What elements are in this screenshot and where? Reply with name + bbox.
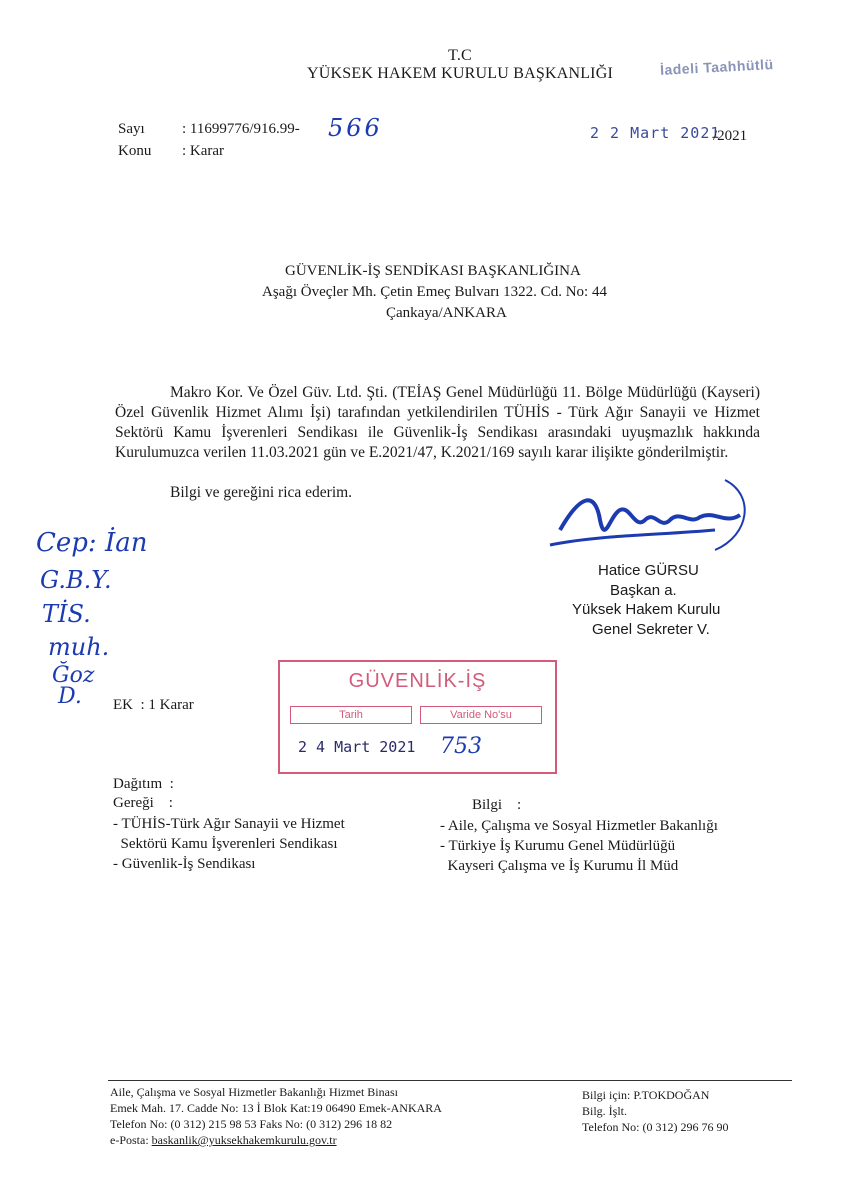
footer-rule (108, 1080, 792, 1081)
gereği-item-1: - TÜHİS-Türk Ağır Sanayii ve Hizmet (113, 816, 345, 832)
gereği-item-3: - Güvenlik-İş Sendikası (113, 856, 256, 872)
footer-contact3: Telefon No: (0 312) 296 76 90 (582, 1120, 729, 1134)
sayi-handwritten: 566 (328, 114, 383, 142)
body-paragraph: Makro Kor. Ve Özel Güv. Ltd. Şti. (TEİAŞ Genel Müdürlüğü 11. Bölge Müdürlüğü (Kayseri) Özel Güvenlik Hizmet Alımı İşi) tarafından yetkilendirilen TÜHİS - Türk Ağır Sanayii ve Hizmet Sektörü Kamu İşverenleri Sendikası ile Güvenlik-İş Sendikası arasındaki uyuşmazlık hakkında Kurulumuzca verilen 11.03.2021 gün ve E.2021/47, K.2021/169 sayılı karar ilişikte gönderilmiştir. (115, 384, 760, 461)
body-closing: Bilgi ve gereğini rica ederim. (170, 484, 353, 501)
received-stamp-number: 753 (440, 734, 482, 759)
footer-phone: Telefon No: (0 312) 215 98 53 Faks No: (0 312) 296 18 82 (110, 1117, 393, 1131)
header-tc: T.C (448, 47, 472, 64)
recipient-line1: GÜVENLİK-İŞ SENDİKASI BAŞKANLIĞINA (285, 263, 581, 279)
konu-label: Konu (118, 143, 152, 159)
handwritten-note-line2: G.B.Y. (40, 566, 112, 594)
distribution-gereği-label: Gereği : (113, 795, 173, 811)
recipient-line2: Aşağı Öveçler Mh. Çetin Emeç Bulvarı 1322. Cd. No: 44 (262, 284, 607, 300)
handwritten-note-line5: Ğoz (52, 663, 95, 688)
institution-title: YÜKSEK HAKEM KURULU BAŞKANLIĞI (307, 65, 613, 82)
signature-scribble (540, 475, 770, 565)
footer-address1: Aile, Çalışma ve Sosyal Hizmetler Bakanlığı Hizmet Binası (110, 1085, 398, 1099)
gereği-item-2: Sektörü Kamu İşverenleri Sendikası (113, 836, 338, 852)
received-stamp (278, 660, 557, 774)
handwritten-note-line1: Cep: İan (36, 528, 148, 558)
date-stamp: 2 2 Mart 2021 (590, 124, 721, 142)
sayi-value: : 11699776/916.99- (182, 121, 300, 137)
footer-email-link[interactable]: baskanlik@yuksekhakemkurulu.gov.tr (151, 1133, 337, 1147)
attachment-line: EK : 1 Karar (113, 697, 194, 713)
distribution-title: Dağıtım : (113, 776, 174, 792)
footer-address2: Emek Mah. 17. Cadde No: 13 İ Blok Kat:19 06490 Emek-ANKARA (110, 1101, 442, 1115)
distribution-bilgi-label: Bilgi : (472, 797, 522, 813)
footer-email-label: e-Posta: (110, 1133, 152, 1147)
footer-email-line (110, 1133, 337, 1148)
sayi-label: Sayı (118, 121, 145, 137)
footer-contact1: Bilgi için: P.TOKDOĞAN (582, 1088, 710, 1102)
konu-value: : Karar (182, 143, 225, 159)
date-suffix: /2021 (713, 128, 748, 144)
bilgi-item-3: Kayseri Çalışma ve İş Kurumu İl Müd (440, 858, 679, 874)
handwritten-note-line3: TİS. (42, 600, 91, 628)
received-stamp-number-header: Varide No'su (420, 706, 542, 724)
handwritten-note-line6: D. (58, 684, 82, 709)
recipient-line3: Çankaya/ANKARA (386, 305, 507, 321)
received-stamp-title: GÜVENLİK-İŞ (348, 670, 487, 692)
signer-title1: Başkan a. (610, 582, 677, 599)
signer-title3: Genel Sekreter V. (592, 621, 710, 638)
handwritten-note-line4: muh. (48, 633, 110, 661)
received-stamp-date-header: Tarih (290, 706, 412, 724)
bilgi-item-2: - Türkiye İş Kurumu Genel Müdürlüğü (440, 838, 676, 854)
received-stamp-date: 2 4 Mart 2021 (298, 738, 416, 756)
signer-title2: Yüksek Hakem Kurulu (572, 601, 721, 618)
footer-contact2: Bilg. İşlt. (582, 1104, 628, 1118)
signer-name: Hatice GÜRSU (598, 562, 699, 579)
registered-mail-stamp: İadeli Taahhütlü (659, 55, 774, 78)
bilgi-item-1: - Aile, Çalışma ve Sosyal Hizmetler Bakanlığı (440, 818, 718, 834)
